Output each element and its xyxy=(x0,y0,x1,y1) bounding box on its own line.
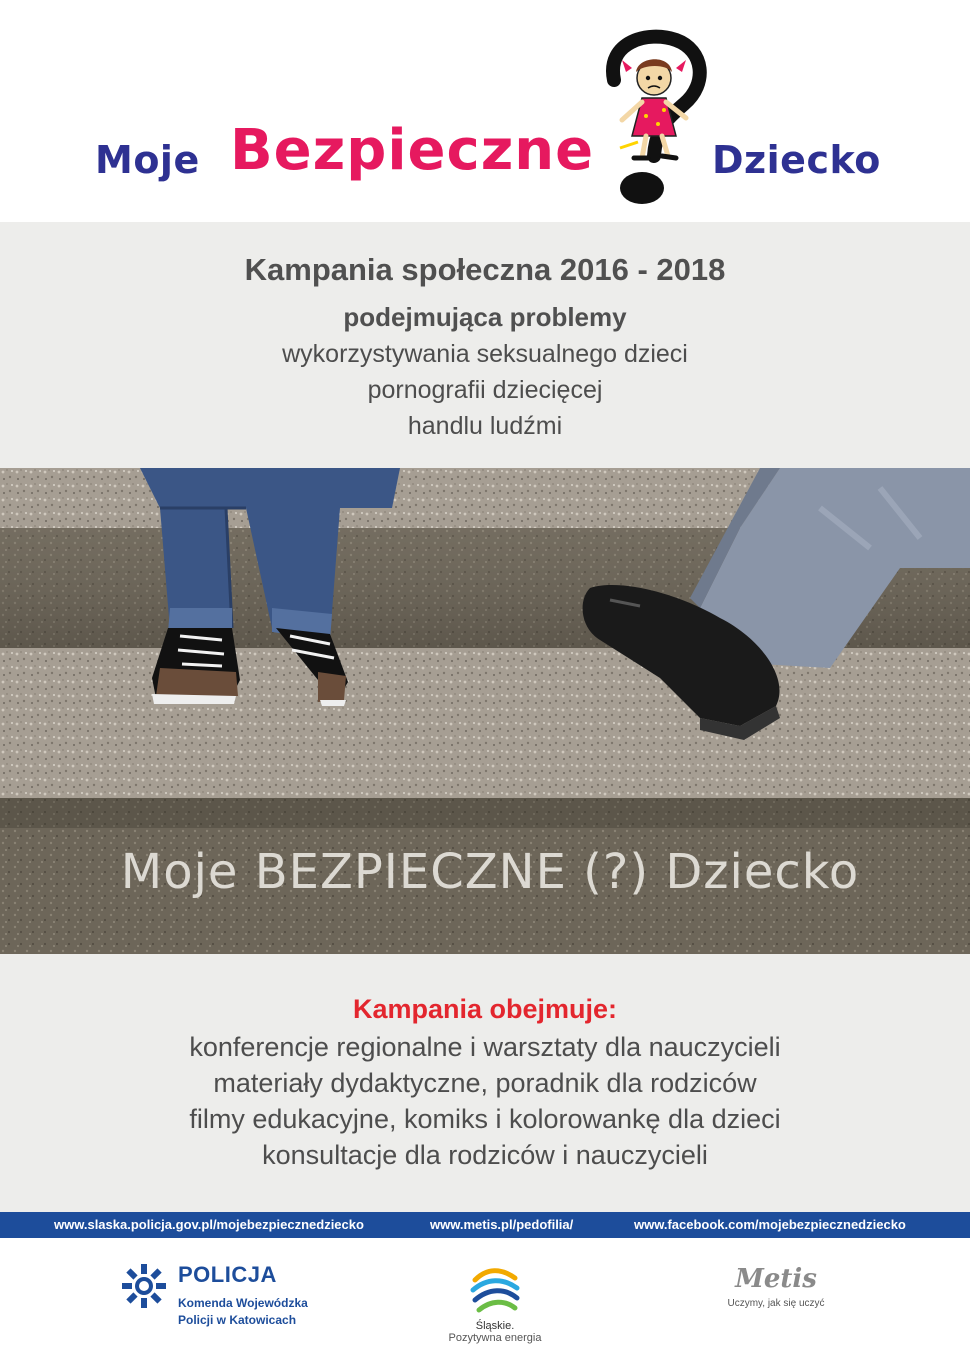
campaign-logo-header xyxy=(0,0,970,220)
campaign-scope-item: konferencje regionalne i warsztaty dla nauczycieli xyxy=(189,1032,781,1062)
partner-logos xyxy=(0,1238,970,1366)
slaskie-logo xyxy=(440,1260,550,1360)
campaign-scope-item: konsultacje dla rodziców i nauczycieli xyxy=(262,1140,708,1170)
campaign-scope-section xyxy=(0,954,970,1212)
intro-subtitle: podejmująca problemy xyxy=(343,302,627,332)
slaskie-waves-icon xyxy=(467,1260,523,1318)
metis-tagline: Uczymy, jak się uczyć xyxy=(727,1298,825,1309)
policja-name: POLICJA xyxy=(178,1262,277,1287)
slaskie-name: Śląskie. xyxy=(475,1320,515,1332)
intro-topic: handlu ludźmi xyxy=(407,412,563,440)
logo-word-moje: Moje xyxy=(95,138,200,182)
metis-logo xyxy=(716,1264,836,1334)
intro-topic: pornografii dziecięcej xyxy=(367,376,603,404)
campaign-scope-item: filmy edukacyjne, komiks i kolorowankę dla dzieci xyxy=(189,1104,781,1134)
policja-logo xyxy=(122,1262,342,1332)
logo-word-dziecko: Dziecko xyxy=(712,138,881,182)
campaign-scope-item: materiały dydaktyczne, poradnik dla rodziców xyxy=(213,1068,757,1098)
policja-unit-line: Komenda Wojewódzka xyxy=(178,1296,308,1310)
link-metis[interactable]: www.metis.pl/pedofilia/ xyxy=(430,1217,574,1232)
campaign-photo xyxy=(0,468,970,954)
links-strip xyxy=(0,1212,970,1238)
intro-topic: wykorzystywania seksualnego dzieci xyxy=(282,340,688,368)
logo-word-bezpieczne: Bezpieczne xyxy=(230,118,595,183)
link-facebook[interactable]: www.facebook.com/mojebezpiecznedziecko xyxy=(634,1217,906,1232)
link-policja[interactable]: www.slaska.policja.gov.pl/mojebezpiecznedziecko xyxy=(54,1217,364,1232)
chalk-text: Moje BEZPIECZNE (?) Dziecko xyxy=(120,844,860,900)
slaskie-tagline: Pozytywna energia xyxy=(448,1332,542,1344)
intro-title: Kampania społeczna 2016 - 2018 xyxy=(244,252,726,287)
policja-unit-line: Policji w Katowicach xyxy=(178,1313,297,1327)
metis-name: Metis xyxy=(735,1264,817,1294)
campaign-scope-title: Kampania obejmuje: xyxy=(352,994,618,1024)
intro-section xyxy=(0,222,970,468)
police-star-icon xyxy=(122,1264,166,1308)
question-mark-mascot-icon xyxy=(596,28,711,206)
